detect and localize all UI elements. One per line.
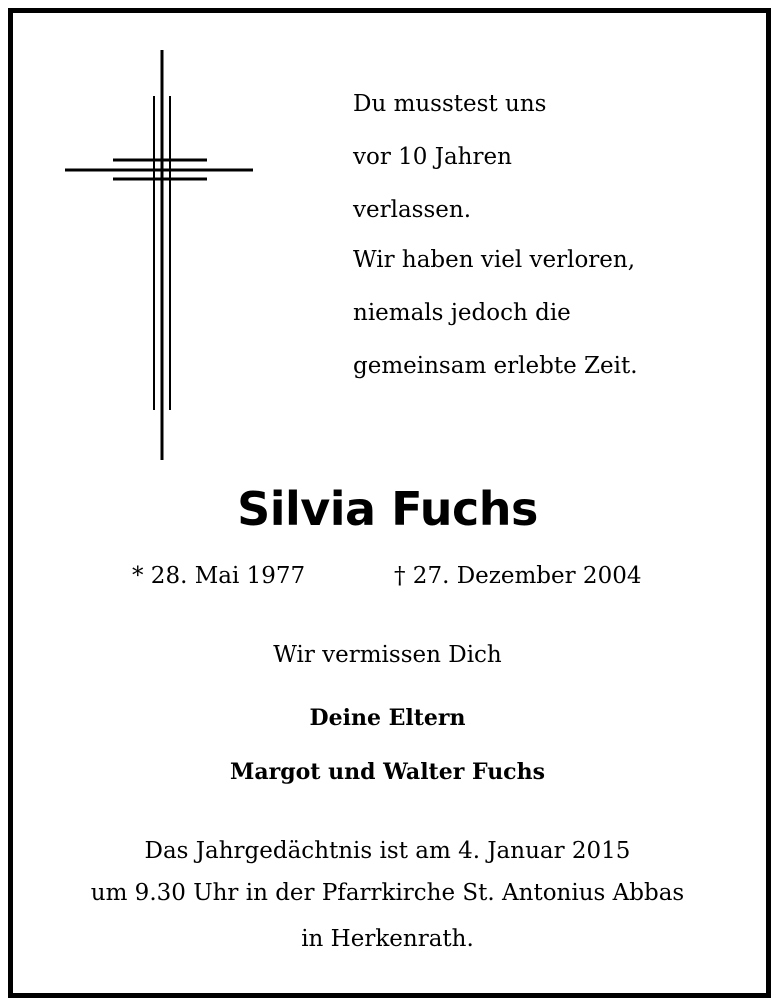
poem-line: Du musstest uns: [353, 91, 547, 117]
memorial-poem: [353, 84, 713, 399]
birth-date: * 28. Mai 1977: [132, 563, 306, 589]
announcement-line-1: Das Jahrgedächtnis ist am 4. Januar 2015: [144, 838, 631, 864]
death-date: † 27. Dezember 2004: [394, 563, 642, 589]
poem-line: vor 10 Jahren: [353, 144, 512, 170]
poem-line: niemals jedoch die: [353, 300, 571, 326]
cross-icon: [65, 50, 253, 460]
message-text: Wir vermissen Dich: [273, 642, 502, 668]
announcement-line-3: in Herkenrath.: [301, 926, 474, 952]
announcement-line-2: um 9.30 Uhr in der Pfarrkirche St. Antonius Abbas: [90, 880, 685, 906]
poem-line: verlassen.: [353, 197, 472, 223]
signature-line-2: Margot und Walter Fuchs: [230, 759, 545, 785]
poem-line: gemeinsam erlebte Zeit.: [353, 353, 638, 379]
poem-line: Wir haben viel verloren,: [353, 247, 636, 273]
deceased-name: Silvia Fuchs: [237, 482, 538, 536]
signature-line-1: Deine Eltern: [309, 705, 466, 731]
